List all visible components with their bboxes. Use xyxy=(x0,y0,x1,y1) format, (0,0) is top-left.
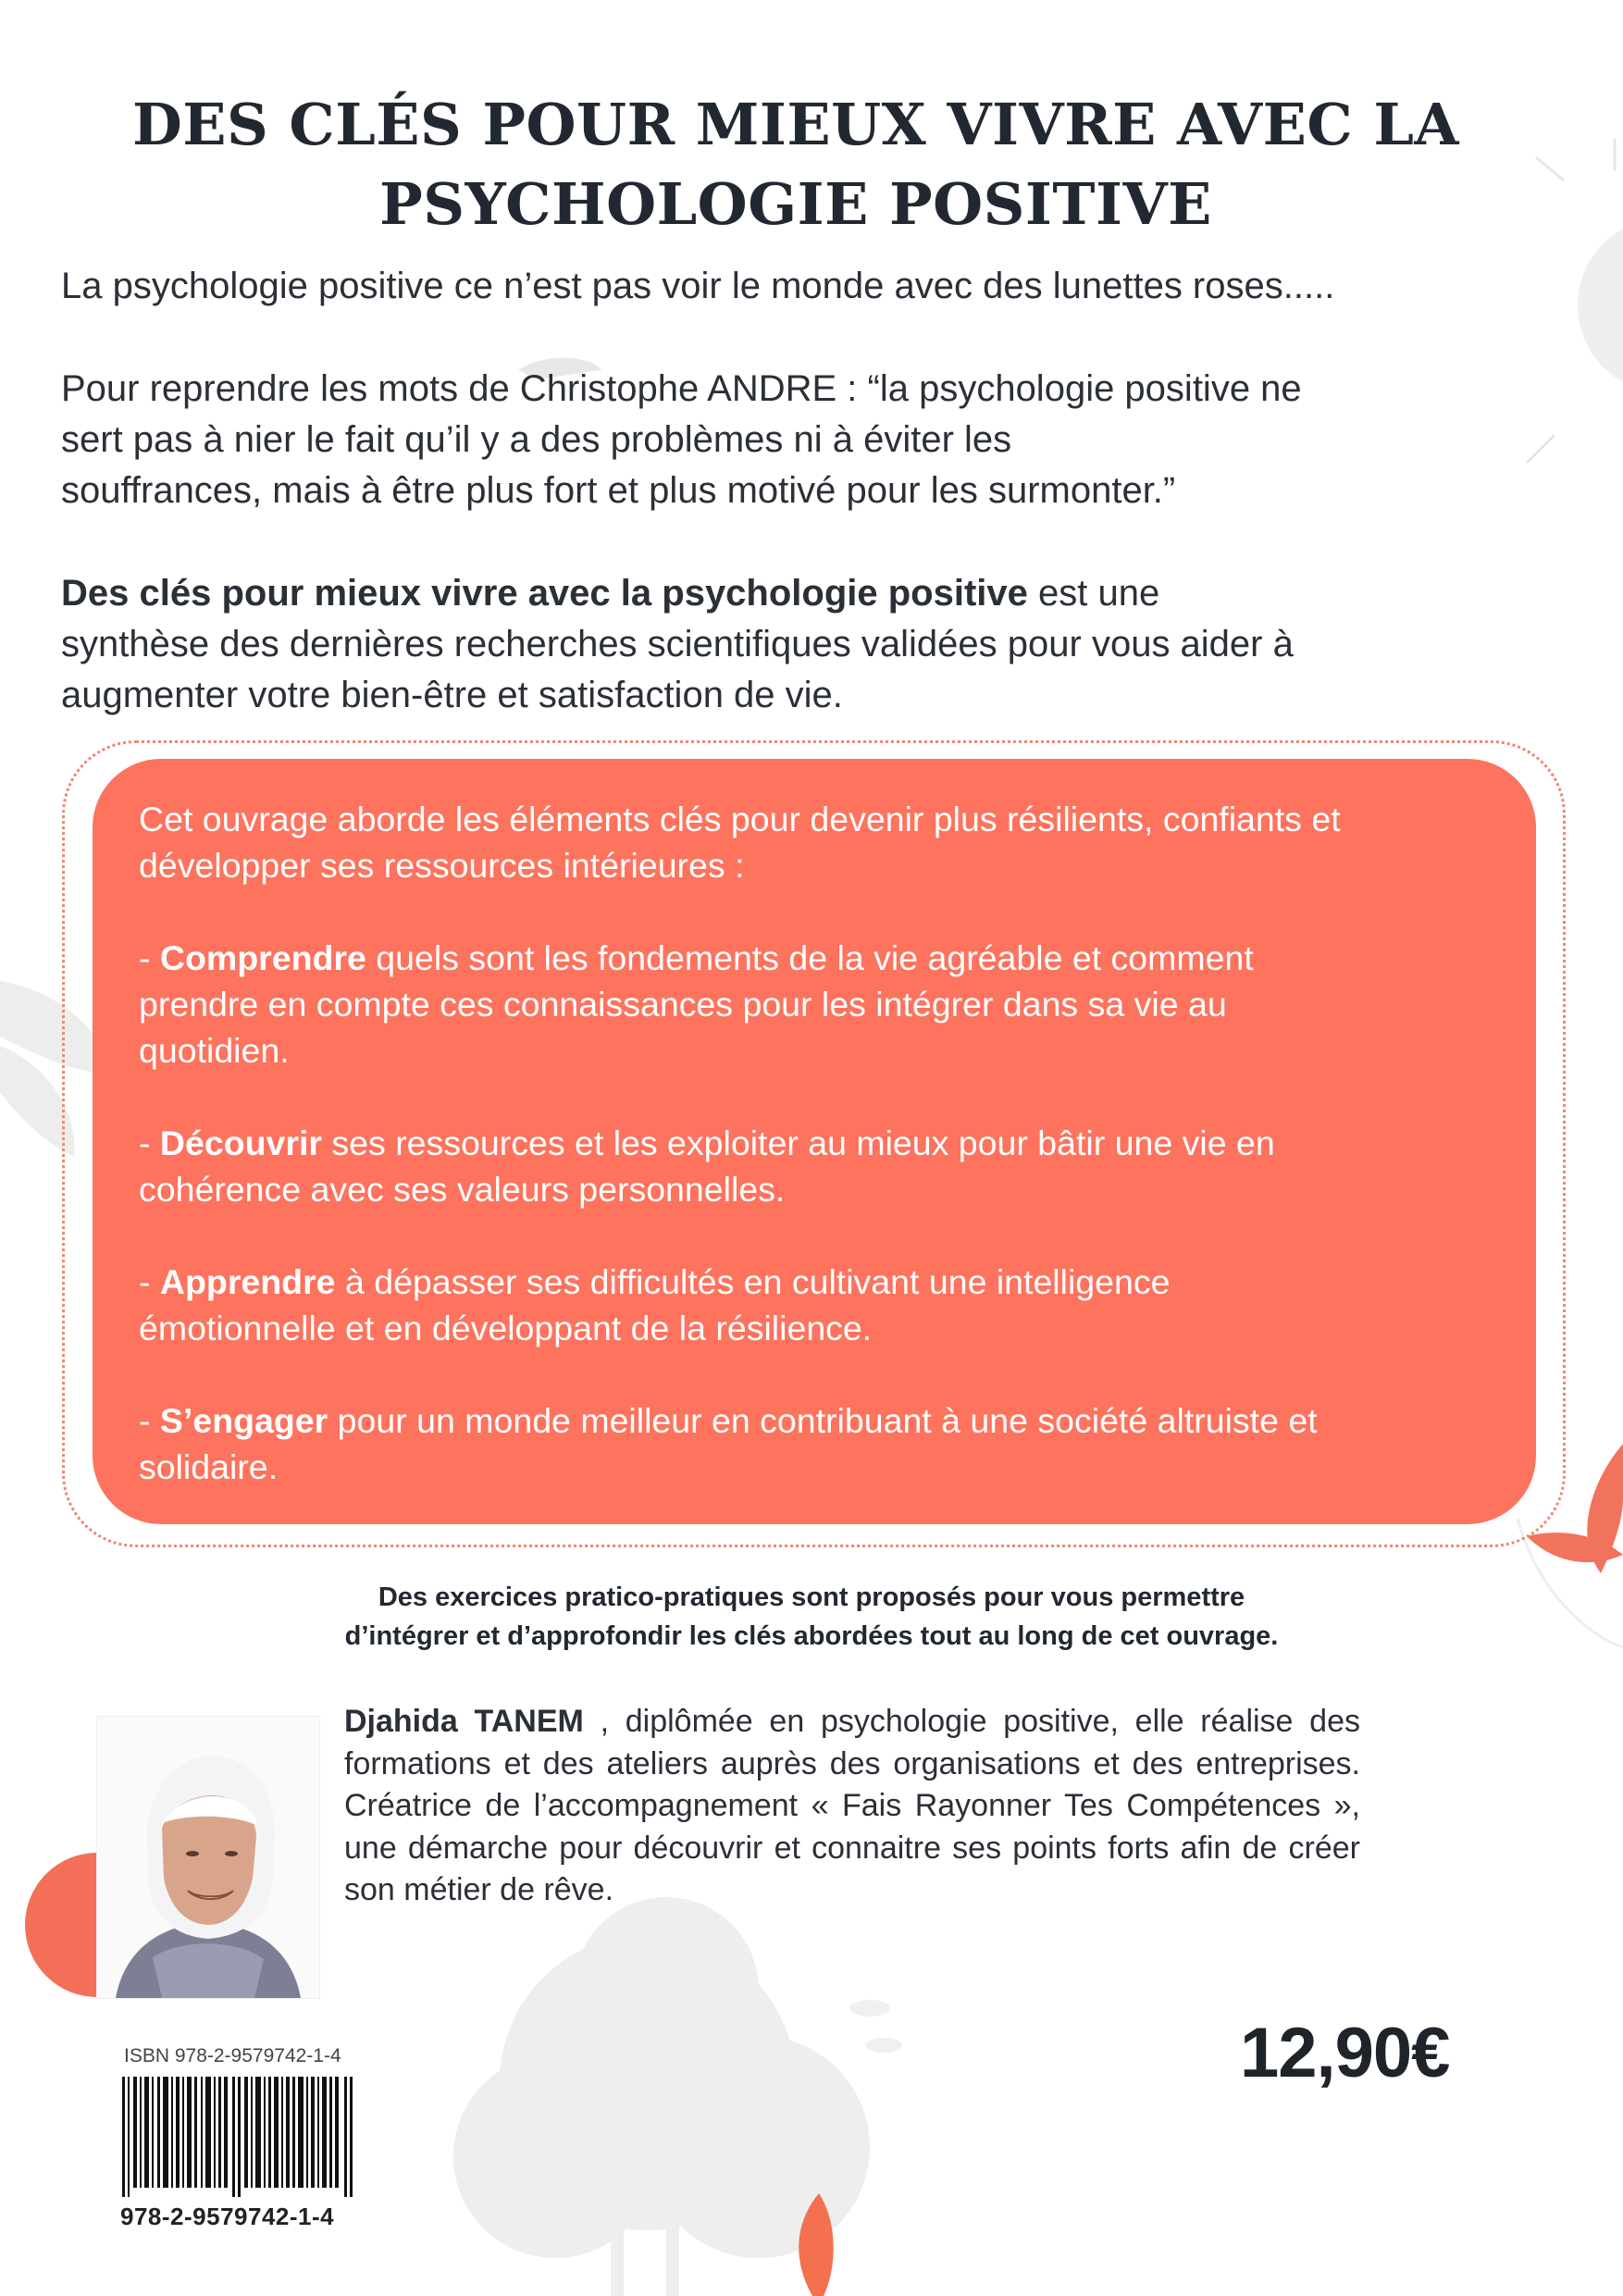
exercises-note xyxy=(185,1578,1438,1656)
content-box xyxy=(93,759,1536,1524)
author-bio xyxy=(344,1701,1360,1912)
intro-3-line-3: augmenter votre bien-être et satisfaction de vie. xyxy=(61,675,843,715)
item-line-2: cohérence avec ses valeurs personnelles. xyxy=(139,1170,786,1209)
quote-line-2: sert pas à nier le fait qu’il y a des problèmes ni à éviter les xyxy=(61,419,1012,460)
item-line-2: solidaire. xyxy=(139,1447,279,1486)
intro-3-line-1-rest: est une xyxy=(1027,573,1160,614)
box-intro xyxy=(139,796,1492,888)
item-line-1: ses ressources et les exploiter au mieux pour bâtir une vie en xyxy=(322,1123,1275,1162)
author-bio-text: , diplômée en psychologie positive, elle réalise des formations et des ateliers auprès des organisations et des entreprises. Créatrice de l’accompagnement « Fais Rayonner Tes Compétences », une démarche pour découvrir et connaitre ses points forts afin de créer son métier de rêve. xyxy=(344,1704,1360,1907)
title-line-2: PSYCHOLOGIE POSITIVE xyxy=(379,170,1212,238)
item-dash: - xyxy=(139,1123,160,1162)
intro-paragraph-1 xyxy=(61,261,1542,312)
box-item-apprendre xyxy=(139,1259,1492,1351)
author-name: Djahida TANEM xyxy=(344,1704,584,1739)
isbn-label: ISBN 978-2-9579742-1-4 xyxy=(124,2045,341,2066)
isbn-number: 978-2-9579742-1-4 xyxy=(120,2203,335,2230)
item-line-1: à dépasser ses difficultés en cultivant une intelligence xyxy=(335,1262,1171,1301)
intro-text-1: La psychologie positive ce n’est pas voir le monde avec des lunettes roses..... xyxy=(61,266,1335,306)
book-title-inline: Des clés pour mieux vivre avec la psychologie positive xyxy=(61,573,1028,614)
item-line-2: émotionnelle et en développant de la résilience. xyxy=(139,1309,873,1347)
exercises-line-2: d’intégrer et d’approfondir les clés abordées tout au long de cet ouvrage. xyxy=(344,1621,1279,1651)
item-line-3: quotidien. xyxy=(139,1031,290,1070)
item-line-1: pour un monde meilleur en contribuant à une société altruiste et xyxy=(328,1401,1318,1440)
item-line-1: quels sont les fondements de la vie agréable et comment xyxy=(365,938,1254,977)
intro-paragraph-2 xyxy=(61,364,1542,516)
box-intro-line-1: Cet ouvrage aborde les éléments clés pour devenir plus résilients, confiants et xyxy=(139,800,1341,838)
author-photo xyxy=(96,1716,320,1999)
box-item-sengager xyxy=(139,1397,1492,1490)
quote-line-3: souffrances, mais à être plus fort et plus motivé pour les surmonter.” xyxy=(61,470,1176,511)
barcode-icon xyxy=(120,2077,359,2197)
box-item-decouvrir xyxy=(139,1120,1492,1212)
title-line-1: DES CLÉS POUR MIEUX VIVRE AVEC LA xyxy=(131,91,1460,158)
exercises-line-1: Des exercices pratico-pratiques sont proposés pour vous permettre xyxy=(378,1582,1245,1612)
box-intro-line-2: développer ses ressources intérieures : xyxy=(139,846,745,885)
box-item-comprendre xyxy=(139,935,1492,1074)
intro-paragraph-3 xyxy=(61,568,1542,721)
price: 12,90€ xyxy=(1240,2014,1450,2092)
intro-3-line-2: synthèse des dernières recherches scientifiques validées pour vous aider à xyxy=(61,624,1294,664)
item-keyword: Comprendre xyxy=(159,938,366,977)
item-dash: - xyxy=(139,1262,160,1301)
item-dash: - xyxy=(139,1401,160,1440)
author-portrait-icon xyxy=(97,1717,319,1998)
item-line-2: prendre en compte ces connaissances pour les intégrer dans sa vie au xyxy=(139,985,1227,1024)
quote-line-1: Pour reprendre les mots de Christophe ANDRE : “la psychologie positive ne xyxy=(61,368,1302,409)
item-dash: - xyxy=(139,938,160,977)
item-keyword: Apprendre xyxy=(159,1262,336,1301)
item-keyword: S’engager xyxy=(159,1401,328,1440)
book-title xyxy=(111,85,1481,244)
item-keyword: Découvrir xyxy=(159,1123,322,1162)
